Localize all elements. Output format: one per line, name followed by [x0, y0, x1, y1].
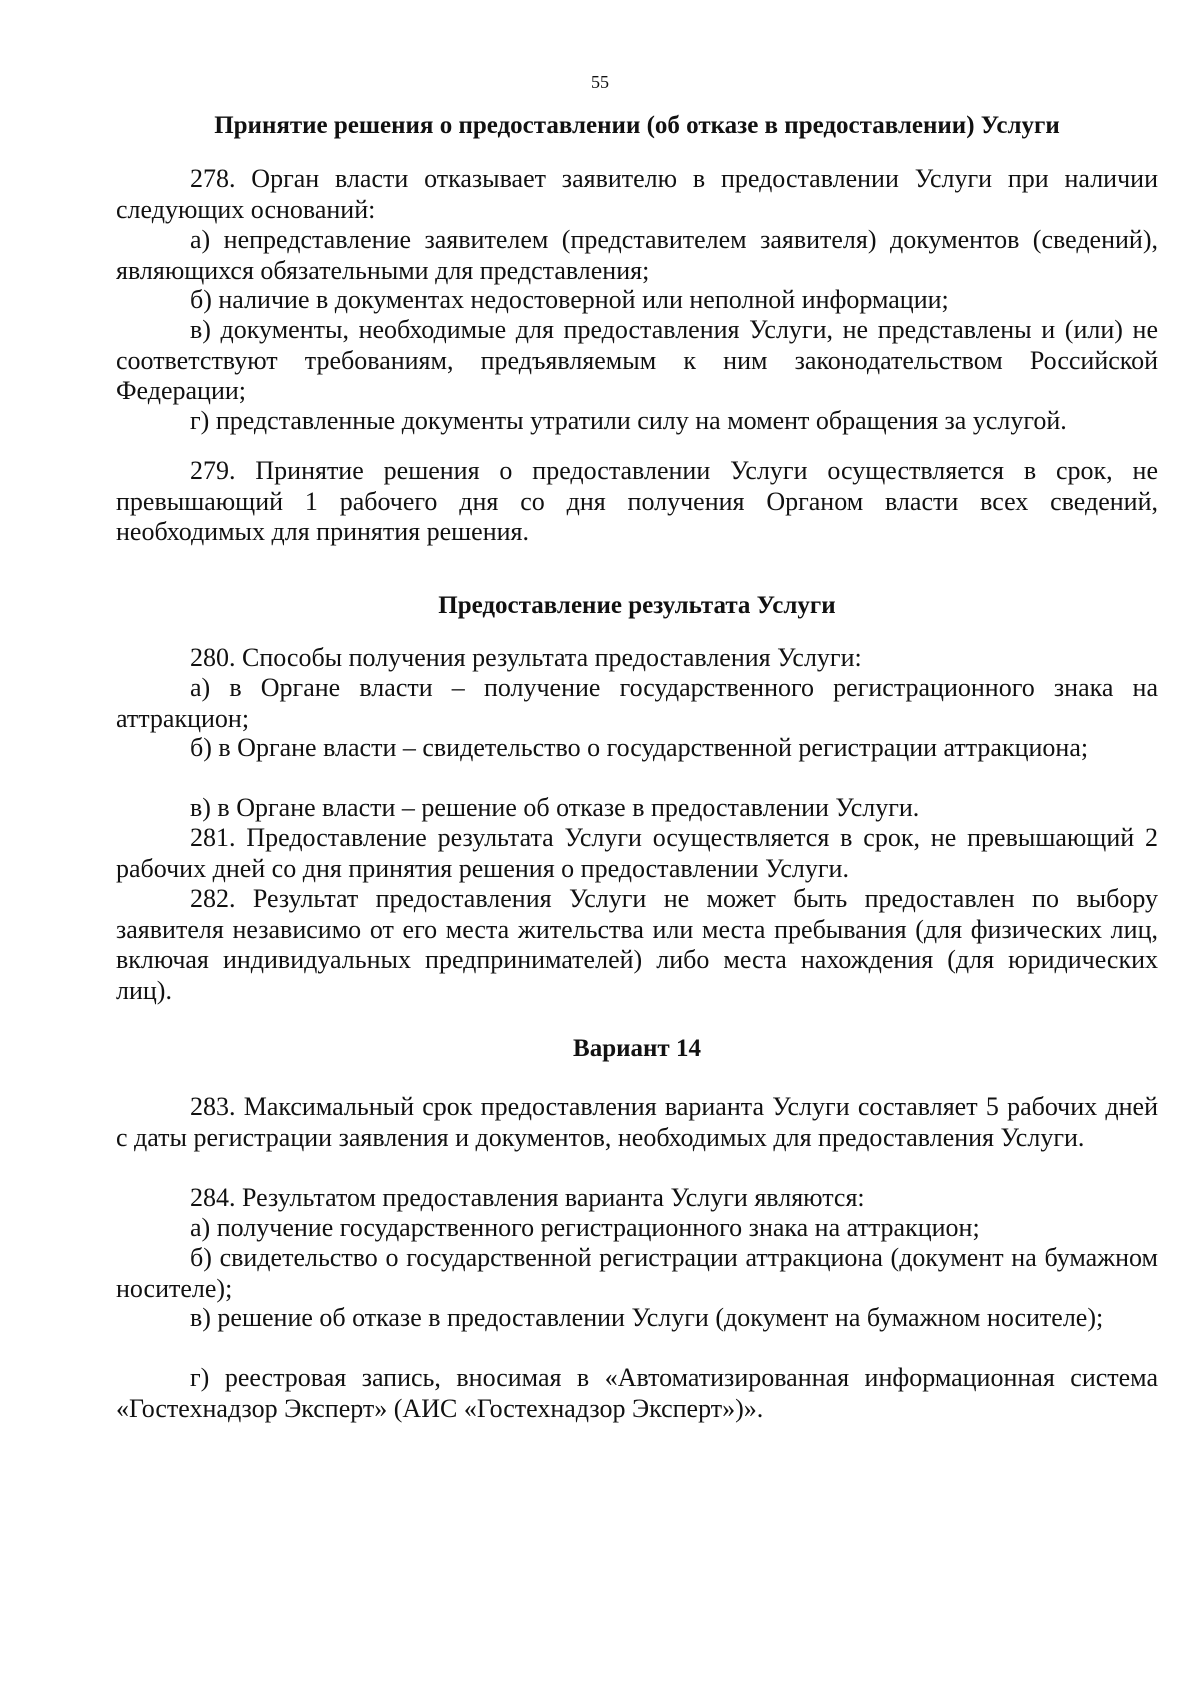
- paragraph-278-a: а) непредставление заявителем (представителем заявителя) документов (сведений), являющихся обязательными для представления;: [116, 225, 1158, 285]
- paragraph-279: 279. Принятие решения о предоставлении Услуги осуществляется в срок, не превышающий 1 рабочего дня со дня получения Органом власти всех сведений, необходимых для принятия решения.: [116, 456, 1158, 546]
- paragraph-278-b: б) наличие в документах недостоверной или неполной информации;: [190, 285, 949, 314]
- paragraph-284-d: г) реестровая запись, вносимая в «Автоматизированная информационная система «Гостехнадзор Эксперт» (АИС «Гостехнадзор Эксперт»)».: [116, 1363, 1158, 1423]
- page-number: 55: [591, 72, 609, 92]
- paragraph-284-b: б) свидетельство о государственной регистрации аттракциона (документ на бумажном носителе);: [116, 1243, 1158, 1303]
- paragraph-284-c: в) решение об отказе в предоставлении Услуги (документ на бумажном носителе);: [190, 1303, 1104, 1332]
- paragraph-278-d: г) представленные документы утратили силу на момент обращения за услугой.: [190, 406, 1067, 435]
- paragraph-280-b: б) в Органе власти – свидетельство о государственной регистрации аттракциона;: [190, 733, 1089, 762]
- paragraph-280: 280. Способы получения результата предоставления Услуги:: [190, 643, 862, 672]
- section-heading-result: Предоставление результата Услуги: [438, 592, 836, 619]
- paragraph-284: 284. Результатом предоставления варианта Услуги являются:: [190, 1183, 865, 1212]
- paragraph-278-c: в) документы, необходимые для предоставления Услуги, не представлены и (или) не соответствуют требованиям, предъявляемым к ним законодательством Российской Федерации;: [116, 315, 1158, 405]
- paragraph-284-a: а) получение государственного регистрационного знака на аттракцион;: [190, 1213, 980, 1242]
- paragraph-278: 278. Орган власти отказывает заявителю в предоставлении Услуги при наличии следующих оснований:: [116, 164, 1158, 224]
- paragraph-280-c: в) в Органе власти – решение об отказе в предоставлении Услуги.: [190, 793, 920, 822]
- section-heading-decision: Принятие решения о предоставлении (об отказе в предоставлении) Услуги: [214, 112, 1060, 139]
- section-heading-variant: Вариант 14: [573, 1035, 701, 1062]
- paragraph-282: 282. Результат предоставления Услуги не может быть предоставлен по выбору заявителя независимо от его места жительства или места пребывания (для физических лиц, включая индивидуальных предпринимателей) либо места нахождения (для юридических лиц).: [116, 884, 1158, 1005]
- paragraph-281: 281. Предоставление результата Услуги осуществляется в срок, не превышающий 2 рабочих дней со дня принятия решения о предоставлении Услуги.: [116, 823, 1158, 883]
- paragraph-283: 283. Максимальный срок предоставления варианта Услуги составляет 5 рабочих дней с даты регистрации заявления и документов, необходимых для предоставления Услуги.: [116, 1092, 1158, 1152]
- paragraph-280-a: а) в Органе власти – получение государственного регистрационного знака на аттракцион;: [116, 673, 1158, 733]
